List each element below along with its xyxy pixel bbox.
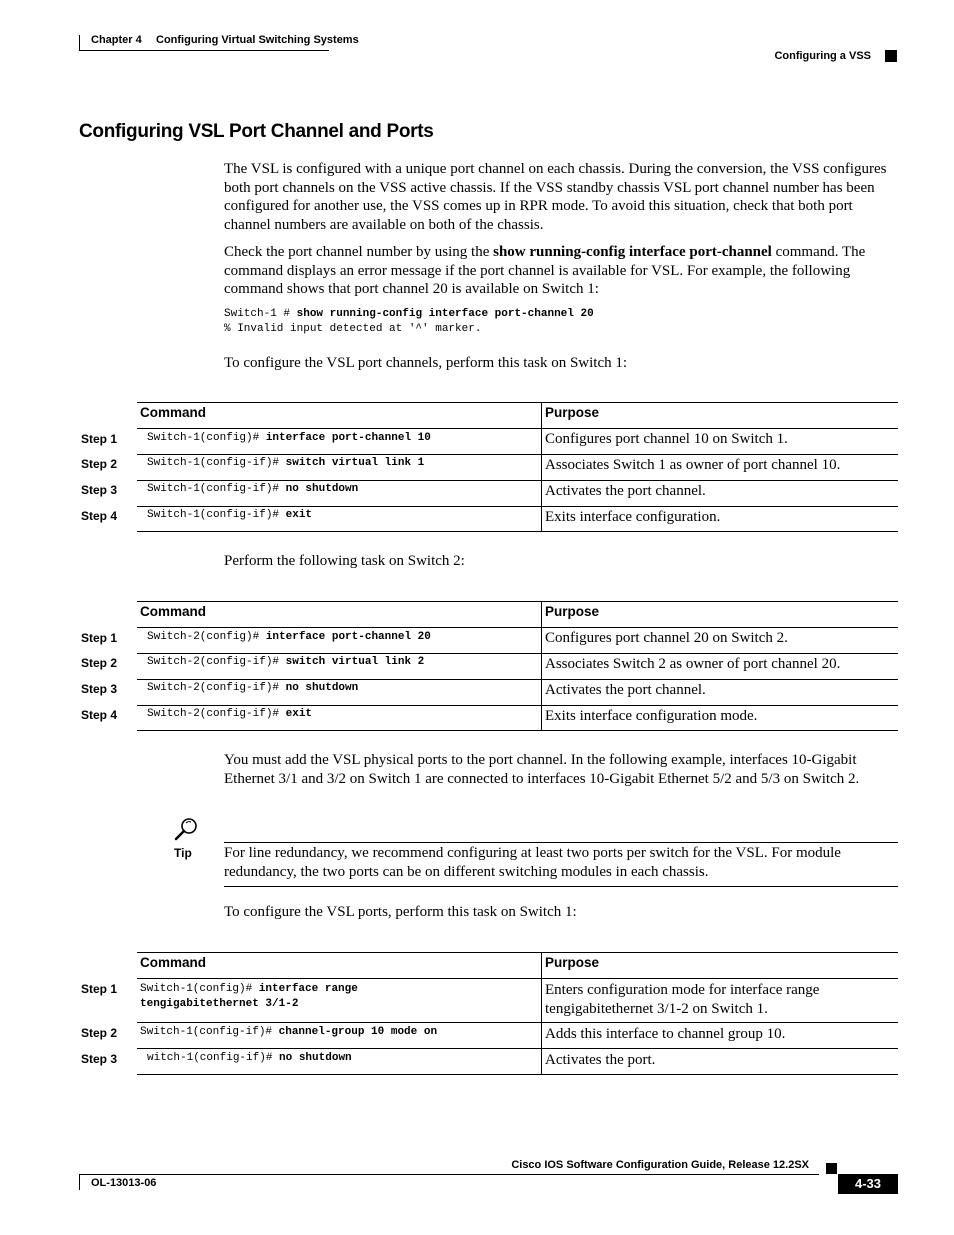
table-command-cell xyxy=(147,631,431,643)
table-step-label: Step 1 xyxy=(81,432,118,446)
chapter-title: Configuring Virtual Switching Systems xyxy=(156,34,359,46)
command-keyword: no shutdown xyxy=(279,1052,352,1064)
footer-marker-square xyxy=(826,1163,837,1174)
table3-header-command: Command xyxy=(140,955,207,970)
table-step-label: Step 4 xyxy=(81,509,118,523)
tip-top-rule xyxy=(224,842,898,843)
code-command: show running-config interface port-channel 20 xyxy=(296,308,594,320)
table-purpose-cell: Associates Switch 2 as owner of port channel 20. xyxy=(545,656,841,672)
header-left-rule xyxy=(79,35,80,51)
table3-header-purpose: Purpose xyxy=(545,955,600,970)
tip-text: For line redundancy, we recommend configuring at least two ports per switch for the VSL. For module redundancy, the two ports can be on different switching modules in each chassis. xyxy=(224,845,841,880)
table-command-cell xyxy=(147,1052,352,1064)
table-step-label: Step 3 xyxy=(81,682,118,696)
table-purpose-cell: Activates the port. xyxy=(545,1052,656,1068)
para-ports: To configure the VSL ports, perform this task on Switch 1: xyxy=(224,904,577,920)
table2-top-rule xyxy=(137,601,898,602)
command-prompt: Switch-1(config-if)# xyxy=(147,483,286,495)
tip-label: Tip xyxy=(174,846,192,860)
command-prompt: Switch-2(config)# xyxy=(147,631,266,643)
footer-left-rule xyxy=(79,1174,80,1190)
check-text-after: command. The command displays an error message if the port channel is available for VSL. For example, the following command shows that port channel 20 is available on Switch 1: xyxy=(224,244,866,297)
table1-header-purpose: Purpose xyxy=(545,405,600,420)
table1-row-rule xyxy=(137,506,898,507)
command-prompt: Switch-2(config-if)# xyxy=(147,682,286,694)
command-keyword: exit xyxy=(285,509,313,521)
code-line-1 xyxy=(224,308,594,320)
table-purpose-cell: Configures port channel 20 on Switch 2. xyxy=(545,630,788,646)
table-command-cell xyxy=(147,708,312,720)
command-keyword: interface range xyxy=(258,983,358,995)
table-purpose-cell: Activates the port channel. xyxy=(545,682,706,698)
table2-row-rule xyxy=(137,679,898,680)
command-keyword: switch virtual link 1 xyxy=(285,457,425,469)
table2-column-divider xyxy=(541,601,542,731)
command-keyword: interface port-channel 10 xyxy=(265,432,431,444)
table-purpose-cell: Exits interface configuration mode. xyxy=(545,708,758,724)
page-number: 4-33 xyxy=(838,1174,898,1194)
table2-header-command: Command xyxy=(140,604,207,619)
table3-row-rule xyxy=(137,1048,898,1049)
table-purpose-cell: Adds this interface to channel group 10. xyxy=(545,1026,786,1042)
command-prompt: witch-1(config-if)# xyxy=(147,1052,280,1064)
table-command-cell xyxy=(147,432,431,444)
footer-rule xyxy=(79,1174,819,1175)
table1-bottom-rule xyxy=(137,531,898,532)
table1-row-rule xyxy=(137,454,898,455)
table1-column-divider xyxy=(541,402,542,532)
table-purpose-cell: Exits interface configuration. xyxy=(545,509,721,525)
table3-column-divider xyxy=(541,952,542,1075)
footer-doc-number: OL-13013-06 xyxy=(91,1177,157,1189)
table-step-label: Step 2 xyxy=(81,457,118,471)
section-heading: Configuring VSL Port Channel and Ports xyxy=(79,121,434,142)
magnifier-icon xyxy=(172,816,200,842)
table-purpose-cell: Configures port channel 10 on Switch 1. xyxy=(545,431,788,447)
table1-top-rule xyxy=(137,402,898,403)
command-prompt: Switch-2(config-if)# xyxy=(147,708,286,720)
command-prompt: Switch-2(config-if)# xyxy=(147,656,286,668)
intro-paragraph: The VSL is configured with a unique port channel on each chassis. During the conversion, the VSS configures both port channels on the VSS active chassis. If the VSS standby chassis VSL port channel number has been configured for another use, the VSS comes up in RPR mode. To avoid this situation, check that both port channel numbers are available on both of the chassis. xyxy=(224,161,887,233)
table-purpose-cell: Enters configuration mode for interface range tengigabitethernet 3/1-2 on Switch 1. xyxy=(545,982,820,1017)
table3-bottom-rule xyxy=(137,1074,898,1075)
command-keyword: channel-group 10 mode on xyxy=(278,1026,438,1038)
table-command-cell xyxy=(147,483,358,495)
command-keyword: exit xyxy=(285,708,313,720)
check-text-before: Check the port channel number by using the xyxy=(224,244,494,260)
table-purpose-cell: Associates Switch 1 as owner of port channel 10. xyxy=(545,457,841,473)
table2-row-rule xyxy=(137,705,898,706)
header-underline xyxy=(79,50,329,51)
code-prompt: Switch-1 # xyxy=(224,308,297,320)
table-step-label: Step 1 xyxy=(81,631,118,645)
table-step-label: Step 4 xyxy=(81,708,118,722)
table-command-cell xyxy=(147,457,424,469)
command-keyword-continued: tengigabitethernet 3/1-2 xyxy=(140,998,299,1010)
table-command-cell xyxy=(147,656,424,668)
command-keyword: switch virtual link 2 xyxy=(285,656,425,668)
table-step-label: Step 2 xyxy=(81,1026,118,1040)
para-switch2: Perform the following task on Switch 2: xyxy=(224,553,465,569)
command-prompt: Switch-1(config)# xyxy=(140,983,259,995)
command-keyword: no shutdown xyxy=(285,682,359,694)
table-purpose-cell: Activates the port channel. xyxy=(545,483,706,499)
physical-ports-paragraph: You must add the VSL physical ports to the port channel. In the following example, interfaces 10-Gigabit Ethernet 3/1 and 3/2 on Switch 1 are connected to interfaces 10-Gigabit Ethernet 5/2 and 5/3 on Switch 2. xyxy=(224,752,860,787)
table2-header-rule xyxy=(137,627,898,628)
command-prompt: Switch-1(config-if)# xyxy=(147,509,286,521)
code-line-2: % Invalid input detected at '^' marker. xyxy=(224,323,482,335)
command-prompt: Switch-1(config)# xyxy=(147,432,266,444)
tip-bottom-rule xyxy=(224,886,898,887)
table-command-cell xyxy=(147,509,312,521)
table1-header-rule xyxy=(137,428,898,429)
table1-header-command: Command xyxy=(140,405,207,420)
table-step-label: Step 1 xyxy=(81,982,118,996)
command-prompt: Switch-1(config-if)# xyxy=(147,457,286,469)
table-command-cell xyxy=(140,1026,437,1038)
table1-row-rule xyxy=(137,480,898,481)
table3-row-rule xyxy=(137,1022,898,1023)
table2-header-purpose: Purpose xyxy=(545,604,600,619)
table-step-label: Step 2 xyxy=(81,656,118,670)
command-prompt: Switch-1(config-if)# xyxy=(140,1026,279,1038)
table2-row-rule xyxy=(137,653,898,654)
chapter-label: Chapter 4 xyxy=(91,34,142,46)
table-step-label: Step 3 xyxy=(81,1052,118,1066)
header-marker-square xyxy=(885,50,897,62)
check-command: show running-config interface port-channel xyxy=(493,244,772,260)
command-keyword: no shutdown xyxy=(285,483,359,495)
command-keyword: interface port-channel 20 xyxy=(265,631,431,643)
para-switch1: To configure the VSL port channels, perform this task on Switch 1: xyxy=(224,355,628,371)
table2-bottom-rule xyxy=(137,730,898,731)
table3-header-rule xyxy=(137,978,898,979)
table-command-cell xyxy=(140,982,358,1012)
table3-top-rule xyxy=(137,952,898,953)
header-section-title: Configuring a VSS xyxy=(774,50,871,62)
footer-guide-title: Cisco IOS Software Configuration Guide, Release 12.2SX xyxy=(511,1159,809,1171)
table-command-cell xyxy=(147,682,358,694)
check-paragraph xyxy=(224,243,896,299)
table-step-label: Step 3 xyxy=(81,483,118,497)
